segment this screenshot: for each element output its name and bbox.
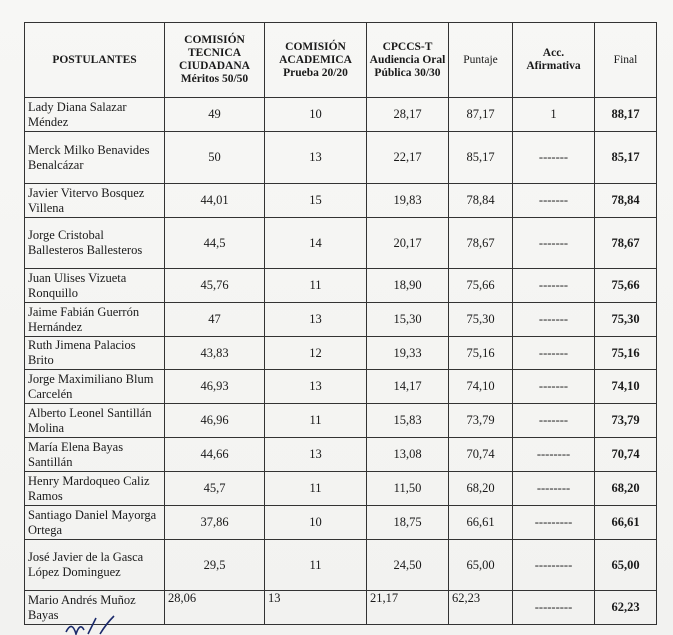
cell-acc: ------- bbox=[513, 404, 595, 438]
header-final: Final bbox=[595, 23, 657, 98]
cell-name: Javier Vitervo Bosquez Villena bbox=[25, 184, 165, 218]
header-puntaje: Puntaje bbox=[449, 23, 513, 98]
cell-cpccs: 18,75 bbox=[367, 506, 449, 540]
header-cpccs: CPCCS-T Audiencia Oral Pública 30/30 bbox=[367, 23, 449, 98]
cell-puntaje: 66,61 bbox=[449, 506, 513, 540]
cell-cpccs: 11,50 bbox=[367, 472, 449, 506]
cell-academica: 10 bbox=[265, 506, 367, 540]
cell-final: 70,74 bbox=[595, 438, 657, 472]
cell-cpccs: 15,83 bbox=[367, 404, 449, 438]
cell-puntaje: 65,00 bbox=[449, 540, 513, 591]
cell-puntaje: 73,79 bbox=[449, 404, 513, 438]
table-row bbox=[25, 370, 657, 404]
cell-puntaje: 87,17 bbox=[449, 98, 513, 132]
cell-cpccs: 15,30 bbox=[367, 303, 449, 337]
cell-puntaje: 75,66 bbox=[449, 269, 513, 303]
cell-academica: 13 bbox=[265, 591, 367, 625]
table-row bbox=[25, 269, 657, 303]
cell-name: Merck Milko Benavides Benalcázar bbox=[25, 132, 165, 184]
cell-final: 88,17 bbox=[595, 98, 657, 132]
cell-academica: 13 bbox=[265, 303, 367, 337]
cell-final: 78,84 bbox=[595, 184, 657, 218]
cell-puntaje: 78,84 bbox=[449, 184, 513, 218]
cell-tecnica: 43,83 bbox=[165, 337, 265, 370]
table-row bbox=[25, 472, 657, 506]
cell-tecnica: 44,5 bbox=[165, 218, 265, 269]
cell-academica: 11 bbox=[265, 404, 367, 438]
cell-final: 73,79 bbox=[595, 404, 657, 438]
cell-academica: 11 bbox=[265, 540, 367, 591]
cell-name: Lady Diana Salazar Méndez bbox=[25, 98, 165, 132]
cell-cpccs: 28,17 bbox=[367, 98, 449, 132]
cell-puntaje: 74,10 bbox=[449, 370, 513, 404]
cell-puntaje: 85,17 bbox=[449, 132, 513, 184]
cell-name: Henry Mardoqueo Caliz Ramos bbox=[25, 472, 165, 506]
cell-academica: 10 bbox=[265, 98, 367, 132]
cell-acc: ------- bbox=[513, 218, 595, 269]
cell-tecnica: 47 bbox=[165, 303, 265, 337]
cell-acc: --------- bbox=[513, 506, 595, 540]
cell-final: 74,10 bbox=[595, 370, 657, 404]
cell-tecnica: 46,93 bbox=[165, 370, 265, 404]
table-row bbox=[25, 506, 657, 540]
cell-acc: ------- bbox=[513, 337, 595, 370]
cell-academica: 11 bbox=[265, 269, 367, 303]
cell-acc: -------- bbox=[513, 438, 595, 472]
cell-acc: ------- bbox=[513, 370, 595, 404]
cell-acc: ------- bbox=[513, 269, 595, 303]
cell-name: María Elena Bayas Santillán bbox=[25, 438, 165, 472]
cell-puntaje: 62,23 bbox=[449, 591, 513, 625]
cell-acc: ------- bbox=[513, 132, 595, 184]
table-row bbox=[25, 184, 657, 218]
cell-puntaje: 75,16 bbox=[449, 337, 513, 370]
cell-academica: 15 bbox=[265, 184, 367, 218]
cell-puntaje: 78,67 bbox=[449, 218, 513, 269]
header-acc-afirmativa: Acc. Afirmativa bbox=[513, 23, 595, 98]
cell-academica: 13 bbox=[265, 370, 367, 404]
cell-name: Santiago Daniel Mayorga Ortega bbox=[25, 506, 165, 540]
table-row bbox=[25, 132, 657, 184]
cell-cpccs: 20,17 bbox=[367, 218, 449, 269]
header-postulantes: POSTULANTES bbox=[25, 23, 165, 98]
header-row bbox=[25, 23, 657, 98]
cell-puntaje: 70,74 bbox=[449, 438, 513, 472]
cell-name: Mario Andrés Muñoz Bayas bbox=[25, 591, 165, 625]
cell-final: 78,67 bbox=[595, 218, 657, 269]
cell-name: Ruth Jimena Palacios Brito bbox=[25, 337, 165, 370]
cell-name: Jorge Maximiliano Blum Carcelén bbox=[25, 370, 165, 404]
cell-academica: 14 bbox=[265, 218, 367, 269]
cell-tecnica: 44,66 bbox=[165, 438, 265, 472]
cell-tecnica: 50 bbox=[165, 132, 265, 184]
cell-academica: 13 bbox=[265, 132, 367, 184]
cell-name: José Javier de la Gasca López Dominguez bbox=[25, 540, 165, 591]
cell-final: 75,30 bbox=[595, 303, 657, 337]
cell-final: 65,00 bbox=[595, 540, 657, 591]
table-row bbox=[25, 438, 657, 472]
cell-acc: -------- bbox=[513, 472, 595, 506]
cell-acc: --------- bbox=[513, 591, 595, 625]
cell-cpccs: 13,08 bbox=[367, 438, 449, 472]
cell-puntaje: 68,20 bbox=[449, 472, 513, 506]
table-row bbox=[25, 98, 657, 132]
cell-name: Jaime Fabián Guerrón Hernández bbox=[25, 303, 165, 337]
cell-cpccs: 18,90 bbox=[367, 269, 449, 303]
cell-cpccs: 19,83 bbox=[367, 184, 449, 218]
cell-acc: ------- bbox=[513, 303, 595, 337]
cell-academica: 13 bbox=[265, 438, 367, 472]
cell-tecnica: 46,96 bbox=[165, 404, 265, 438]
cell-tecnica: 29,5 bbox=[165, 540, 265, 591]
cell-acc: 1 bbox=[513, 98, 595, 132]
cell-cpccs: 14,17 bbox=[367, 370, 449, 404]
cell-final: 75,16 bbox=[595, 337, 657, 370]
cell-tecnica: 45,76 bbox=[165, 269, 265, 303]
cell-cpccs: 22,17 bbox=[367, 132, 449, 184]
table-row bbox=[25, 540, 657, 591]
cell-tecnica: 37,86 bbox=[165, 506, 265, 540]
cell-cpccs: 24,50 bbox=[367, 540, 449, 591]
cell-tecnica: 49 bbox=[165, 98, 265, 132]
cell-final: 68,20 bbox=[595, 472, 657, 506]
cell-final: 85,17 bbox=[595, 132, 657, 184]
header-comision-academica: COMISIÓN ACADEMICA Prueba 20/20 bbox=[265, 23, 367, 98]
cell-name: Jorge Cristobal Ballesteros Ballesteros bbox=[25, 218, 165, 269]
results-table bbox=[24, 22, 657, 625]
cell-final: 75,66 bbox=[595, 269, 657, 303]
cell-tecnica: 45,7 bbox=[165, 472, 265, 506]
cell-puntaje: 75,30 bbox=[449, 303, 513, 337]
cell-name: Juan Ulises Vizueta Ronquillo bbox=[25, 269, 165, 303]
handwritten-signature bbox=[62, 614, 142, 635]
table-row bbox=[25, 337, 657, 370]
table-row bbox=[25, 218, 657, 269]
cell-final: 66,61 bbox=[595, 506, 657, 540]
cell-cpccs: 19,33 bbox=[367, 337, 449, 370]
cell-final: 62,23 bbox=[595, 591, 657, 625]
cell-name: Alberto Leonel Santillán Molina bbox=[25, 404, 165, 438]
cell-acc: --------- bbox=[513, 540, 595, 591]
table-row bbox=[25, 303, 657, 337]
cell-acc: ------- bbox=[513, 184, 595, 218]
cell-tecnica: 28,06 bbox=[165, 591, 265, 625]
cell-tecnica: 44,01 bbox=[165, 184, 265, 218]
cell-cpccs: 21,17 bbox=[367, 591, 449, 625]
cell-academica: 11 bbox=[265, 472, 367, 506]
table-row bbox=[25, 404, 657, 438]
header-comision-tecnica: COMISIÓN TECNICA CIUDADANA Méritos 50/50 bbox=[165, 23, 265, 98]
cell-academica: 12 bbox=[265, 337, 367, 370]
